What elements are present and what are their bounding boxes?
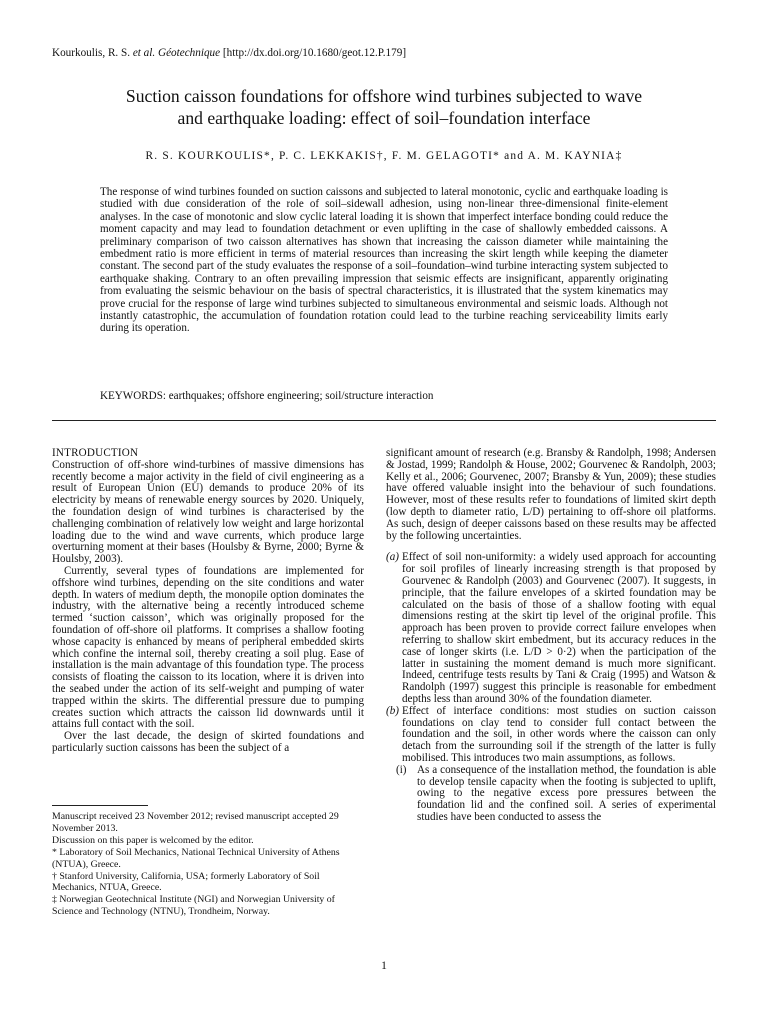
list-label-b: (b) — [386, 704, 399, 717]
list-text-b: Effect of interface conditions: most studies on suction caisson foundations on clay tend to consider full contact between the foundation and the soil, in other words where the caisson can only detach from the surrounding soil if the strength of the latter is fully mobilised. This introduces two main assumptions, as follows. — [402, 704, 716, 764]
page-number: 1 — [381, 960, 387, 972]
running-head — [52, 47, 406, 59]
intro-paragraph-3: Over the last decade, the design of skirted foundations and particularly suction caissons has been the subject of a — [52, 730, 364, 754]
list-item-b — [386, 706, 716, 765]
list-text-i: As a consequence of the installation method, the foundation is able to develop tensile capacity when the footing is subjected to uplift, owing to the negative excess pore pressures between the foundation lid and the confined soil. A series of experimental studies have been conducted to assess the — [417, 763, 716, 823]
footnote-discussion: Discussion on this paper is welcomed by the editor. — [52, 834, 254, 846]
author-list: R. S. KOURKOULIS*, P. C. LEKKAKIS†, F. M. GELAGOTI* and A. M. KAYNIA‡ — [145, 150, 623, 162]
title-line-2: and earthquake loading: effect of soil–foundation interface — [177, 108, 591, 128]
title-line-1: Suction caisson foundations for offshore wind turbines subjected to wave — [125, 86, 643, 106]
section-heading: INTRODUCTION — [52, 447, 139, 459]
running-head-doi[interactable]: [http://dx.doi.org/10.1680/geot.12.P.179] — [222, 47, 407, 59]
abstract: The response of wind turbines founded on suction caissons and subjected to lateral monotonic, cyclic and earthquake loading is studied with due consideration of the role of soil–sidewall adhesion, using non-linear three-dimensional finite-element analyses. In the case of monotonic and slow cyclic lateral loading it is shown that imperfect interface bonding could reduce the moment capacity and may lead to foundation detachment or even uplifting in the case of shallowly embedded caissons. A preliminary comparison of two caisson alternatives has shown that increasing the caisson diameter while maintaining the embedment ratio is more efficient in terms of material resources than increasing the skirt length while keeping the diameter constant. The second part of the study evaluates the response of a soil–foundation–wind turbine interacting system subjected to earthquake shaking. Contrary to an often prevailing impression that seismic effects are insignificant, apparently originating from evaluating the seismic behaviour on the basis of spectral characteristics, it is illustrated that the system kinematics may prove crucial for the response of large wind turbines subjected to simultaneous environmental and seismic loads. Although not instantly catastrophic, the accumulation of foundation rotation could lead to the turbine reaching serviceability limits early during its operation. — [100, 186, 668, 335]
intro-paragraph-1: Construction of off-shore wind-turbines of massive dimensions has recently become a major activity in the field of civil engineering as a result of European Union (EU) demands to produce 20% of its electricity by means of renewable energy sources by 2020. Uniquely, the foundation design of wind turbines is characterised by the challenging combination of relatively low weight and large horizontal loading due to the wind and wave currents, which produce large overturning moment at their bases (Houlsby & Byrne, 2000; Byrne & Houlsby, 2003). — [52, 458, 364, 566]
list-item-i — [386, 765, 716, 824]
list-item-a — [386, 552, 716, 705]
running-head-journal: Géotechnique — [157, 47, 221, 59]
footnote-divider — [52, 805, 148, 806]
header-divider — [52, 420, 716, 421]
running-head-etal: et al. — [132, 47, 156, 59]
intro-paragraph-2: Currently, several types of foundations are implemented for offshore wind turbines, depending on the site conditions and water depth. In waters of medium depth, the monopile option dominates the industry, with the alternative being a recently introduced scheme termed ‘suction caisson’, which was originally proposed for the foundation of off-shore oil platforms. It comprises a shallow footing whose capacity is enhanced by means of peripheral embedded skirts which confine the internal soil, thereby creating a soil plug. Ease of installation is the main advantage of this foundation type. The process consists of floating the caisson to its location, where it is driven into the seabed under the action of its self-weight and pumping of water trapped within the skirts. The differential pressure due to pumping creates suction which attracts the caisson lid downwards until it attains full contact with the soil. — [52, 564, 364, 731]
right-paragraph-1: significant amount of research (e.g. Bransby & Randolph, 1998; Andersen & Jostad, 1999; Randolph & House, 2002; Gourvenec & Randolph, 2003; Kelly et al., 2006; Gourvenec, 2007; Bransby & Yun, 2009); these studies have offered valuable insight into the behaviour of such foundations. However, most of these results refer to foundations of limited skirt depth (low depth to diameter ratio, L/D) pertaining to off-shore oil platforms. As such, design of deeper caissons based on these results may be affected by the following uncertainties. — [386, 447, 716, 542]
footnote-received: Manuscript received 23 November 2012; revised manuscript accepted 29 November 2013. — [52, 811, 339, 834]
list-label-a: (a) — [386, 551, 399, 564]
footnote-affiliation-1: * Laboratory of Soil Mechanics, National Technical University of Athens (NTUA), Greece. — [52, 846, 340, 870]
right-column — [386, 448, 716, 824]
left-column — [52, 448, 364, 755]
list-label-i: (i) — [396, 763, 407, 776]
footnote-affiliation-3: ‡ Norwegian Geotechnical Institute (NGI) and Norwegian University of Science and Technology (NTNU), Trondheim, Norway. — [52, 894, 335, 918]
list-text-a: Effect of soil non-uniformity: a widely used approach for accounting for soil profiles of linearly increasing strength is that proposed by Gourvenec & Randolph (2003) and Gourvenec (2007). It suggests, in principle, that the failure envelopes of a skirted foundation may be calculated on the basis of those of a shallow footing with equal dimensions resting at the skirt tip level of the original profile. This approach has been proven to provide correct failure envelopes when referring to shallow skirt embedment, but its accuracy reduces in the case of longer skirts (i.e. L/D > 0·2) when the participation of the latter in sustaining the moment demand is much more significant. Indeed, centrifuge tests results by Tani & Craig (1995) and Watson & Randolph (1997) suggest this principle is reasonable for embedment depths less than around 30% of the foundation diameter. — [402, 551, 716, 705]
running-head-authors: Kourkoulis, R. S. — [52, 47, 131, 59]
footnotes — [52, 811, 366, 918]
footnote-affiliation-2: † Stanford University, California, USA; formerly Laboratory of Soil Mechanics, NTUA, Greece. — [52, 870, 320, 894]
paper-title — [40, 85, 728, 129]
keywords: KEYWORDS: earthquakes; offshore engineering; soil/structure interaction — [100, 390, 434, 402]
